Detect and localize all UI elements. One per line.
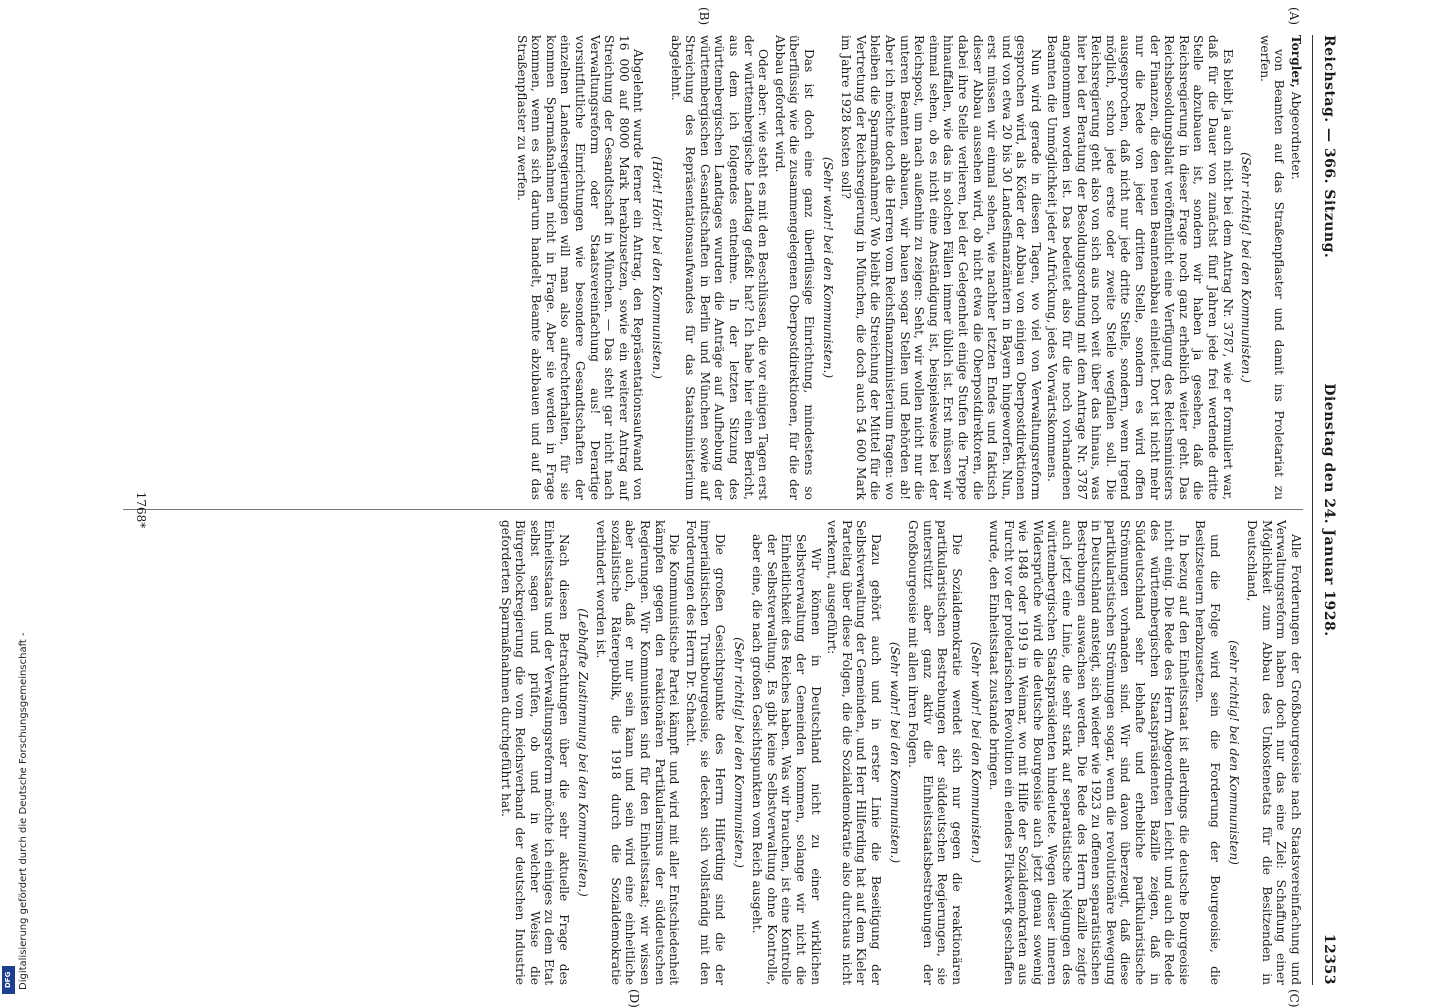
left-paragraph: Nun wird gerade in diesen Tagen, wo viel von Verwaltungsreform gesprochen wird, als Köder der Abbau von einigen Oberpostdirektionen und von etwa 20 bis 30 Landesfinanzämtern in Bayern hingeworfen. Nun, erst müssen wir einmal sehen, wie nachher letzten Endes und faktisch dieser Abbau aussehen wird, ob nicht etwa die Oberpostdirektoren, die dabei ihre Stelle verlieren, bei der Gelegenheit einige Stufen die Treppe hinauffallen, wie das in solchen Fällen immer üblich ist. Erst müssen wir einmal sehen, ob es nicht eine Anständigung ist, beispielsweise bei der Reichspost, um nach außenhin zu zeigen: Seht, wir wollen nicht nur die unteren Beamten abbauen, wir bauen sogar Stellen und Behörden ab! Aber ich möchte doch die Herren vom Reichsfinanzministerium fragen: wo bleiben die Sparmaßnahmen? Wo bleibt die Streichung der Mittel für die Vertretung der Reichsregierung in München, die doch auch 54 600 Mark im Jahre 1928 kosten soll? [839, 35, 1043, 500]
interjection: (sehr richtig! bei den Kommunisten) [1226, 640, 1241, 865]
right-paragraph: In bezug auf den Einheitsstaat ist allerdings die deutsche Bourgeoisie nicht einig. Die Rede des Herrn Abgeordneten Leicht und auch die Rede des württembergischen Staatspräsidenten Bazille zeigen, daß in Süddeutschland sehr lebhafte und erhebliche partikularistische Strömungen vorhanden sind. Wir sind davon überzeugt, daß diese partikularistischen Strömungen sogar, wenn die revolutionäre Bewegung in Deutschland ansteigt, sich wieder wie 1923 zu offenen separatistischen Bestrebungen auswachsen werden. Die Rede des Herrn Bazille zeigte auch jetzt eine Linie, die sehr stark auf separatistische Neigungen des württembergischen Staatspräsidenten hindeutete. Wegen dieser inneren Widersprüche wird die deutsche Bourgeoisie auch jetzt genau sowenig wie 1848 oder 1919 in Weimar, wo mit Hilfe der Sozialdemokraten aus Furcht vor der proletarischen Revolution ein elendes Flickwerk geschaffen wurde, den Einheitsstaat zustande bringen. [987, 520, 1191, 985]
interjection: (Hört! Hört! bei den Kommunisten.) [650, 156, 665, 379]
right-paragraph: Alle Forderungen der Großbourgeoisie nach Staatsvereinfachung und Verwaltungsreform haben doch nur das eine Ziel: Schaffung einer Möglichkeit zum Abbau des Unkostenetats für die Besitzenden in Deutschland, [1245, 520, 1303, 985]
left-paragraph: Abgelehnt wurde ferner ein Antrag, den Repräsentationsaufwand von 16 000 auf 8000 Mark herabzusetzen, sowie ein weiterer Antrag auf Streichung der Gesandtschaft in München. — Das steht gar nicht nach Verwaltungsreform oder Staatsvereinfachung aus! Derartige vorsintflutliche Einrichtungen wie besondere Gesandtschaften der einzelnen Landesregierungen will man also aufrechterhalten, für sie kommen Sparmaßnahmen nicht in Frage. Aber sie werden in Frage kommen, wenn es sich darum handelt, Beamte abzubauen und auf das Straßenpflaster zu werfen. [514, 35, 646, 500]
speaker-role: Abgeordneter. [1289, 91, 1303, 180]
column-divider [123, 509, 1303, 510]
right-paragraph: Die Sozialdemokratie wendet sich nur gegen die reaktionären partikularistischen Bestrebungen der süddeutschen Regierungen, sie unterstützt aber ganz aktiv die Einheitsstaatsbestrebungen der Großbourgeoisie mit allen ihren Folgen. [906, 520, 964, 985]
interjection: (Sehr richtig! bei den Kommunisten.) [1239, 152, 1254, 383]
header-left: Reichstag. — 366. Sitzung. [1321, 35, 1337, 259]
margin-mark-d: (D) [627, 989, 641, 1008]
right-column [496, 520, 1303, 985]
dfg-logo: DFG [2, 966, 15, 994]
right-paragraph: Dazu gehört auch und in erster Linie die Beseitigung der Selbstverwaltung der Gemeinden, und Herr Hilferding hat auf dem Kieler Parteitag über diese Folgen, die die Sozialdemokratie also durchaus nicht verkennt, ausgeführt: [825, 520, 883, 985]
interjection: (Sehr wahr! bei den Kommunisten.) [968, 641, 983, 864]
left-column [512, 35, 1303, 500]
interjection: (Sehr wahr! bei den Kommunisten.) [820, 156, 835, 379]
rotated-document-page [118, 7, 1343, 1008]
running-header [1313, 35, 1343, 985]
margin-mark-a: (A) [1287, 7, 1301, 26]
left-paragraph: von Beamten auf das Straßenpflaster und damit ins Proletariat zu werfen. [1257, 35, 1287, 500]
right-paragraph: und die Folge wird sein die Forderung der Bourgeoisie, die Besitzsteuern herabzusetzen. [1193, 520, 1223, 985]
header-rule [1312, 35, 1313, 985]
interjection: (Lebhafte Zustimmung bei den Kommunisten.) [575, 608, 590, 897]
left-paragraph: Es bleibt ja auch nicht bei dem Antrag Nr. 3787, wie er formuliert war, daß für die Dauer von zunächst fünf Jahren jede frei werdende dritte Stelle abzubauen ist, sondern wir haben ja gesehen, daß die Reichsregierung in dieser Frage noch ganz erheblich weiter geht. Das Reichsbesoldungsblatt veröffentlicht eine Verfügung des Reichsministers der Finanzen, die den neuen Beamtenabbau einleitet. Dort ist nicht mehr nur die Rede von jeder dritten Stelle, sondern es wird offen ausgesprochen, daß nicht nur jede dritte Stelle, sondern, wenn irgend möglich, schon jede erste oder zweite Stelle wegfallen soll. Die Reichsregierung geht also von sich aus noch weit über das hinaus, was hier bei der Beratung der Besoldungsordnung mit dem Antrage Nr. 3787 angenommen worden ist. Das bedeutet also für die noch vorhandenen Beamten die Unmöglichkeit jeder Aufrückung, jedes Vorwärtskommens. [1045, 35, 1235, 500]
interjection: (Sehr wahr! bei den Kommunisten.) [887, 641, 902, 864]
margin-mark-c: (C) [1287, 989, 1301, 1008]
block-quote: Wir können in Deutschland nicht zu einer wirklichen Selbstverwaltung der Gemeinden kommen, solange wir nicht die Einheitlichkeit des Reiches haben. Was wir brauchen, ist eine Kontrolle der Selbstverwaltung. Es gibt keine Selbstverwaltung ohne Kontrolle, aber eine, die nach großen Gesichtspunkten vom Reich ausgeht. [750, 534, 823, 985]
speaker-name: Torgler, [1289, 35, 1303, 88]
sheet-number: 1768* [134, 491, 148, 529]
left-paragraph: Oder aber: wie steht es mit den Beschlüssen, die vor einigen Tagen erst der württembergische Landtag gefaßt hat? Ich habe hier einen Bericht, aus dem ich folgendes entnehme. In der letzten Sitzung des württembergischen Landtages wurden die Anträge auf Aufhebung der württembergischen Gesandtschaften in Berlin und München sowie auf Streichung des Repräsentationsaufwandes für das Staatsministerium abgelehnt. [668, 35, 771, 500]
speaker-line [1288, 35, 1303, 500]
digitization-credit: Digitalisierung gefördert durch die Deutsche Forschungsgemeinschaft - [18, 632, 29, 990]
margin-mark-b: (B) [697, 7, 711, 26]
page-number: 12353 [1321, 933, 1337, 985]
left-paragraph: Das ist doch eine ganz überflüssige Einrichtung, mindestens so überflüssig wie die zusammengelegenen Oberpostdirektionen, für die der Abbau gefordert wird. [772, 35, 816, 500]
header-date: Dienstag den 24. Januar 1928. [1321, 383, 1337, 637]
right-paragraph: Die großen Gesichtspunkte des Herrn Hilferding sind die der imperialistischen Trustbourgeoisie, sie decken sich vollständig mit den Forderungen des Herrn Dr. Schacht. [683, 520, 728, 985]
right-paragraph: Die Kommunistische Partei kämpft und wird mit aller Entschiedenheit kämpfen gegen den reaktionären Partikularismus der süddeutschen Regierungen. Wir Kommunisten sind für den Einheitsstaat; wir wissen aber auch, daß er nur sein kann und sein wird eine einheitliche sozialistische Räterepublik, die 1918 durch die Sozialdemokratie verhindert worden ist. [594, 520, 682, 985]
right-paragraph: Nach diesen Betrachtungen über die sehr aktuelle Frage des Einheitsstaats und der Verwaltungsreform möchte ich einiges zu dem Etat selbst sagen und prüfen, ob und in welcher Weise die Bürgerblockregierung die vom Reichsverband der deutschen Industrie geforderten Sparmaßnahmen durchgeführt hat. [498, 520, 572, 985]
interjection: (Sehr richtig! bei den Kommunisten.) [731, 637, 746, 868]
